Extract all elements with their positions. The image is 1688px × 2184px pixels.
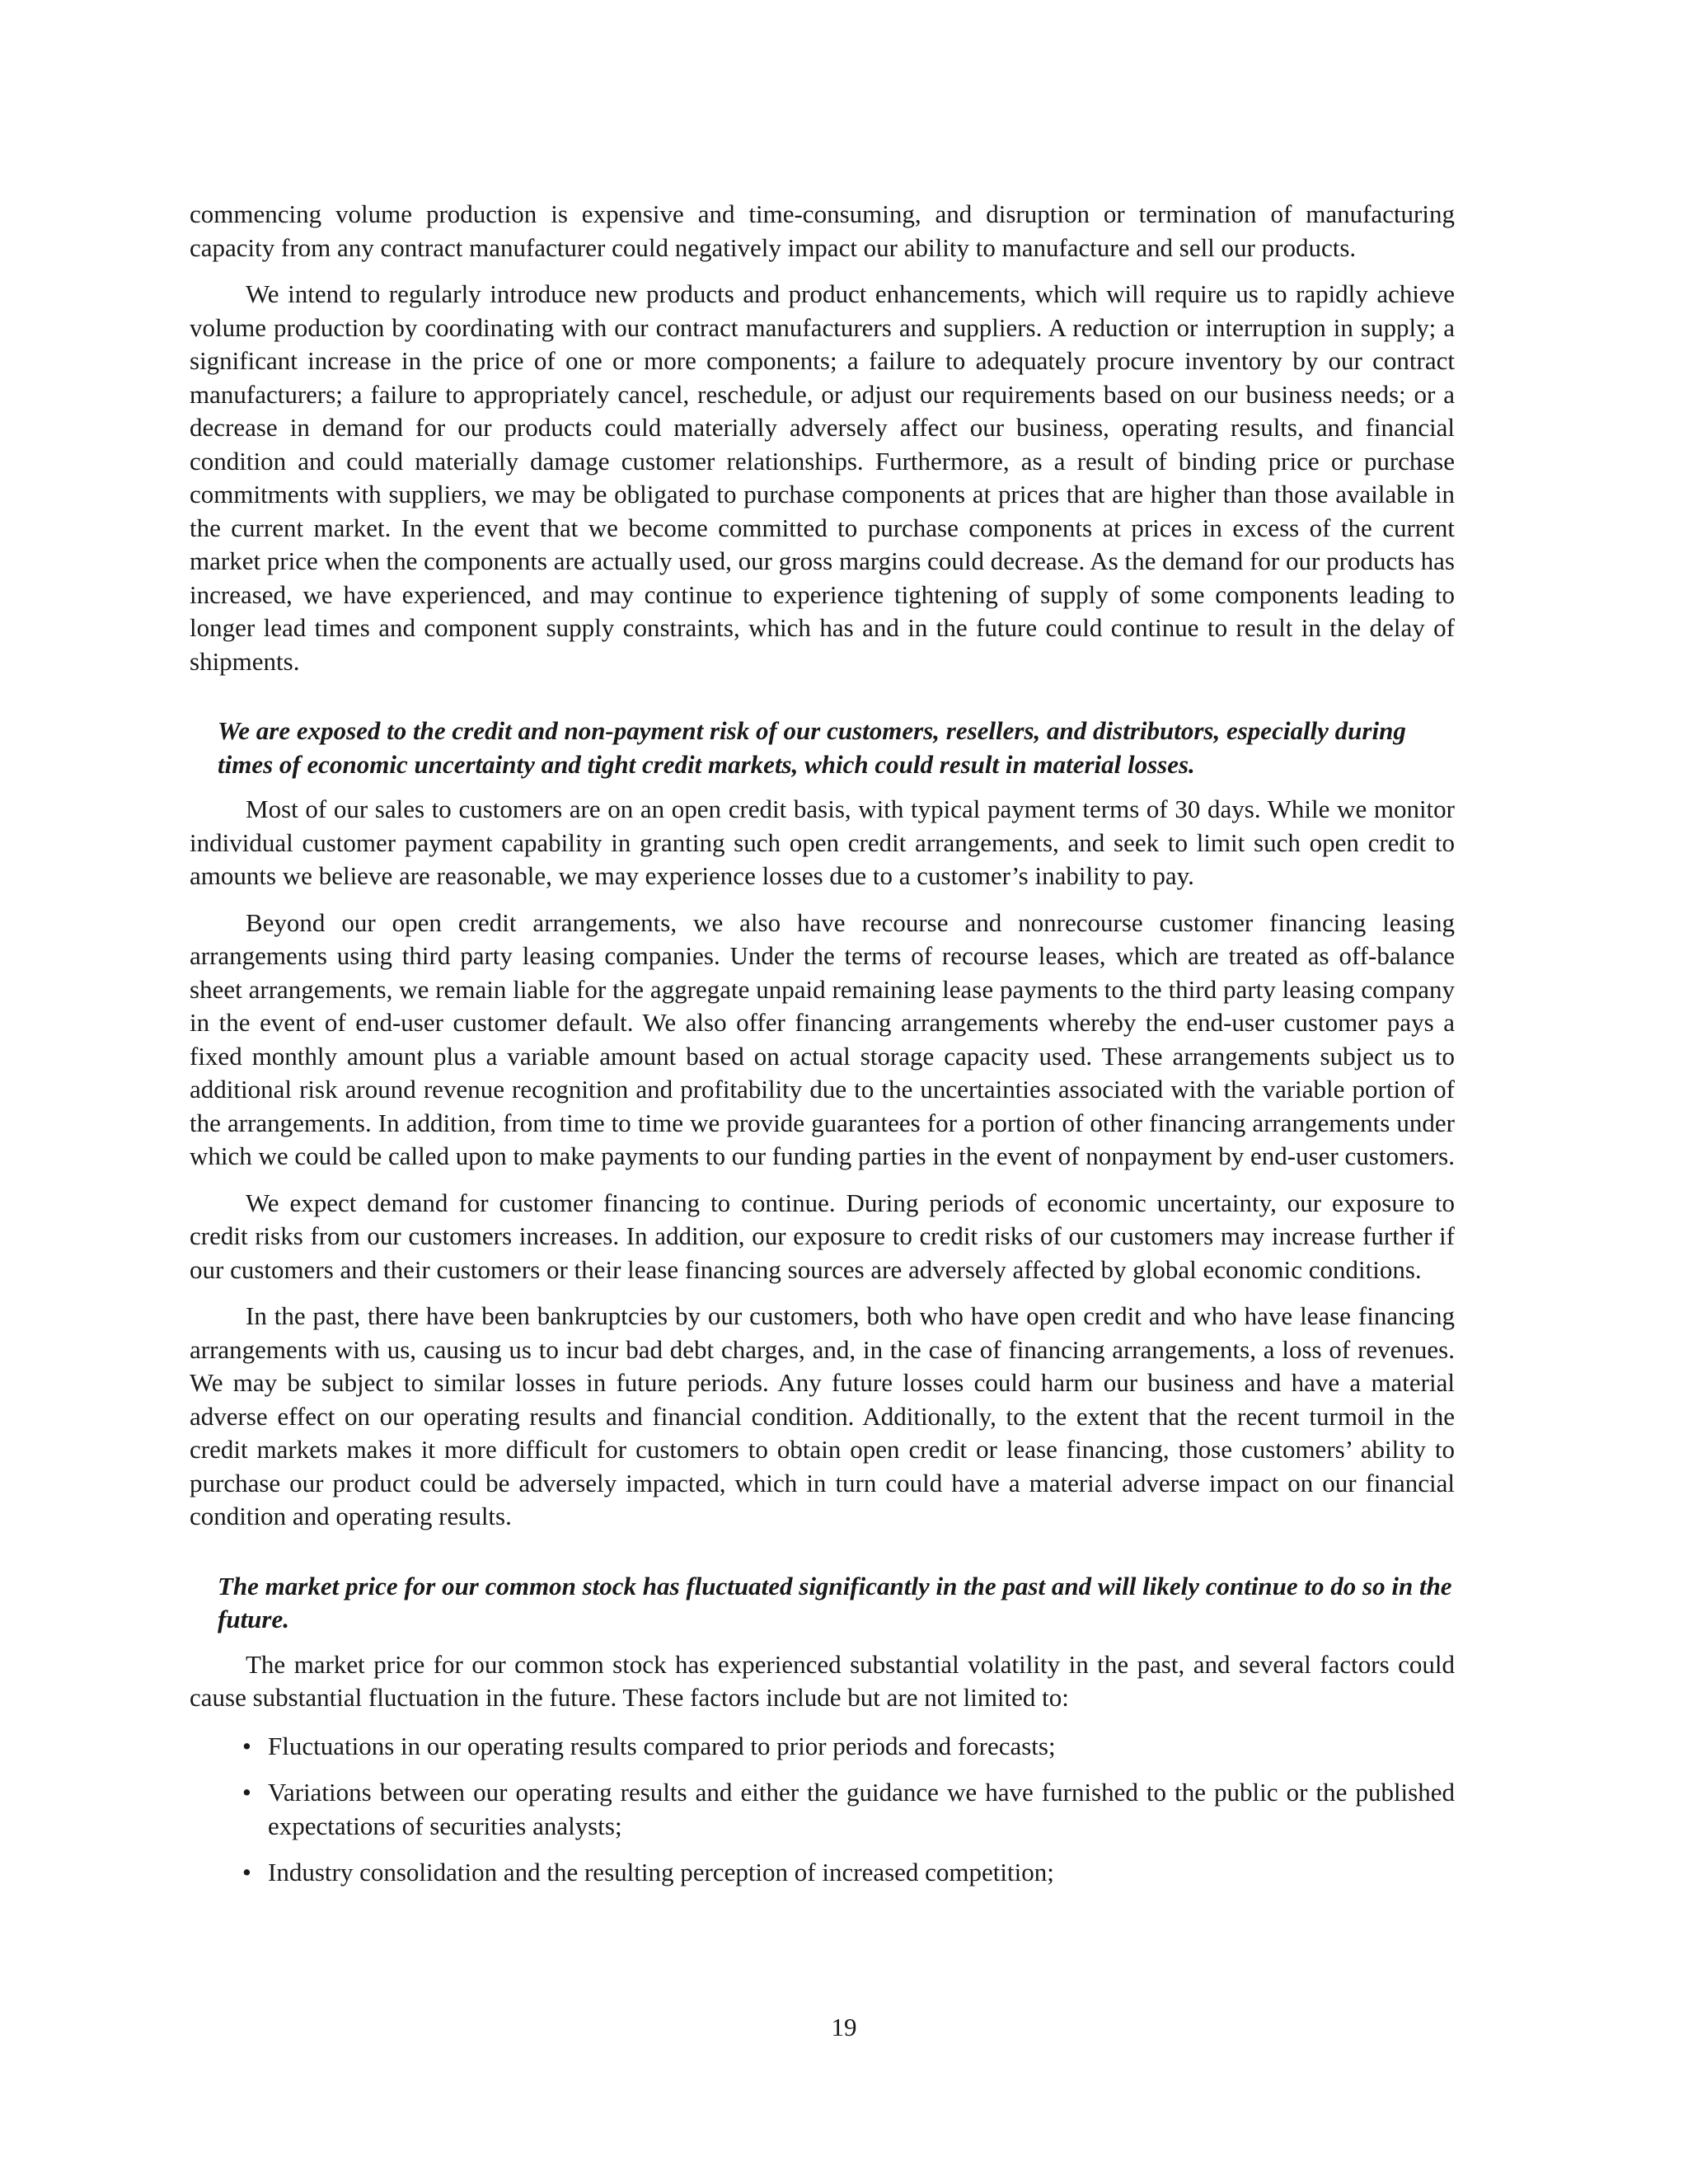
paragraph-leasing: Beyond our open credit arrangements, we also have recourse and nonrecourse customer financing leasing arrangements using third party leasing companies. Under the terms of recourse leases, which are treated as off-balance sheet arrangements, we remain liable for the aggregate unpaid remaining lease payments to the third party leasing company in the event of end-user customer default. We also offer financing arrangements whereby the end-user customer pays a fixed monthly amount plus a variable amount based on actual storage capacity used. These arrangements subject us to additional risk around revenue recognition and profitability due to the uncertainties associated with the variable portion of the arrangements. In addition, from time to time we provide guarantees for a portion of other financing arrangements under which we could be called upon to make payments to our funding parties in the event of nonpayment by end-user customers. bbox=[190, 907, 1455, 1170]
list-item: • Variations between our operating results and either the guidance we have furnished to the public or the published expectations of securities analysts; bbox=[242, 1778, 1455, 1840]
section-heading-credit-risk: We are exposed to the credit and non-payment risk of our customers, resellers, and distributors, especially during times of economic uncertainty and tight credit markets, which could result in material losses. bbox=[218, 716, 1406, 779]
paragraph-open-credit: Most of our sales to customers are on an open credit basis, with typical payment terms of 30 days. While we monitor individual customer payment capability in granting such open credit arrangements, and seek to limit such open credit to amounts we believe are reasonable, we may experience losses due to a customer’s inability to pay. bbox=[190, 794, 1455, 890]
paragraph-bankruptcies: In the past, there have been bankruptcies by our customers, both who have open credit and who have lease financing arrangements with us, causing us to incur bad debt charges, and, in the case of financing arrangements, a loss of revenues. We may be subject to similar losses in future periods. Any future losses could harm our business and have a material adverse effect on our operating results and financial condition. Additionally, to the extent that the recent turmoil in the credit markets makes it more difficult for customers to obtain open credit or lease financing, those customers’ ability to purchase our product could be adversely impacted, which in turn could have a material adverse impact on our financial condition and operating results. bbox=[190, 1301, 1455, 1530]
section-heading-stock-price: The market price for our common stock has fluctuated significantly in the past and will likely continue to do so in the future. bbox=[218, 1571, 1452, 1633]
list-item: • Industry consolidation and the resulting perception of increased competition; bbox=[268, 1856, 1455, 1890]
page-number: 19 bbox=[831, 2013, 857, 2041]
paragraph-customer-financing: We expect demand for customer financing to continue. During periods of economic uncertainty, our exposure to credit risks from our customers increases. In addition, our exposure to credit risks of our customers may increase further if our customers and their customers or their lease financing sources are adversely affected by global economic conditions. bbox=[190, 1188, 1455, 1284]
bullet-icon: • bbox=[242, 1778, 251, 1807]
list-item: • Fluctuations in our operating results compared to prior periods and forecasts; bbox=[268, 1730, 1455, 1764]
paragraph-volatility: The market price for our common stock has experienced substantial volatility in the past, and several factors could cause substantial fluctuation in the future. These factors include but are not limited to: bbox=[190, 1649, 1455, 1712]
paragraph-continuation: commencing volume production is expensive and time-consuming, and disruption or termination of manufacturing capacity from any contract manufacturer could negatively impact our ability to manufacture and sell our products. bbox=[190, 199, 1455, 262]
paragraph-supply: We intend to regularly introduce new products and product enhancements, which will require us to rapidly achieve volume production by coordinating with our contract manufacturers and suppliers. A reduction or interruption in supply; a significant increase in the price of one or more components; a failure to adequately procure inventory by our contract manufacturers; a failure to appropriately cancel, reschedule, or adjust our requirements based on our business needs; or a decrease in demand for our products could materially adversely affect our business, operating results, and financial condition and could materially damage customer relationships. Furthermore, as a result of binding price or purchase commitments with suppliers, we may be obligated to purchase components at prices that are higher than those available in the current market. In the event that we become committed to purchase components at prices in excess of the current market price when the components are actually used, our gross margins could decrease. As the demand for our products has increased, we have experienced, and may continue to experience tightening of supply of some components leading to longer lead times and component supply constraints, which has and in the future could continue to result in the delay of shipments. bbox=[190, 279, 1455, 676]
bullet-icon: • bbox=[242, 1858, 251, 1886]
bullet-icon: • bbox=[242, 1731, 251, 1760]
factor-list bbox=[190, 1730, 1455, 1890]
document-body bbox=[190, 198, 1455, 1903]
